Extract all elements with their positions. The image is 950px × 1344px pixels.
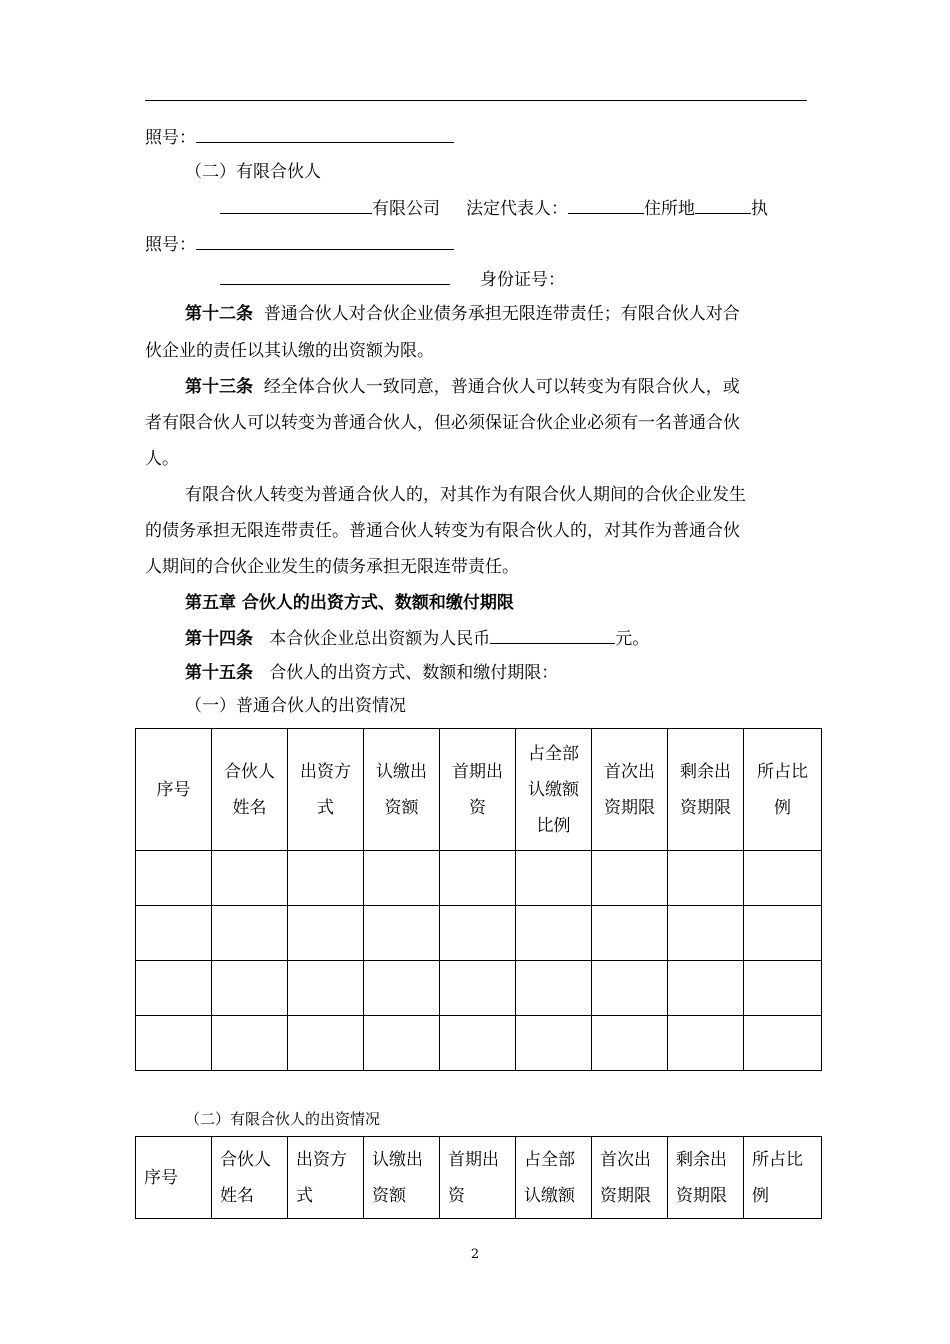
table-header-cell bbox=[136, 1137, 212, 1219]
table-header-cell bbox=[668, 1137, 744, 1219]
header-cell-text: 认缴出 bbox=[376, 761, 427, 782]
header-cell-text: 资 bbox=[469, 797, 486, 818]
company-label: 有限公司 bbox=[372, 199, 440, 219]
table-header-cell bbox=[744, 1137, 822, 1219]
table-cell bbox=[516, 851, 592, 906]
table-header-cell bbox=[288, 729, 364, 851]
table-cell bbox=[440, 906, 516, 961]
header-cell-text: 合伙人 bbox=[220, 1149, 271, 1170]
header-cell-text: 例 bbox=[752, 1185, 769, 1206]
header-cell-text: 资期限 bbox=[604, 797, 655, 818]
table-cell bbox=[668, 851, 744, 906]
table-header-cell bbox=[440, 1137, 516, 1219]
header-cell-text: 式 bbox=[296, 1185, 313, 1206]
table-cell bbox=[212, 961, 288, 1016]
table-cell bbox=[440, 851, 516, 906]
table-cell bbox=[136, 1016, 212, 1071]
table-cell bbox=[744, 851, 822, 906]
table-row bbox=[136, 961, 822, 1016]
header-cell-text: 出资方 bbox=[300, 761, 351, 782]
table-cell bbox=[364, 906, 440, 961]
general-partner-contribution-table bbox=[135, 728, 822, 1071]
table-cell bbox=[212, 851, 288, 906]
legal-rep-label: 法定代表人： bbox=[466, 199, 568, 219]
table-cell bbox=[212, 906, 288, 961]
table-cell bbox=[668, 906, 744, 961]
header-cell-text: 资额 bbox=[372, 1185, 406, 1206]
company-name-blank bbox=[220, 197, 372, 214]
table-cell bbox=[288, 851, 364, 906]
header-cell-text: 剩余出 bbox=[680, 761, 731, 782]
header-cell-text: 认缴额 bbox=[524, 1185, 575, 1206]
table-header-row bbox=[136, 729, 822, 851]
limited-partner-contribution-table bbox=[135, 1136, 822, 1219]
header-cell-text: 占全部 bbox=[528, 743, 579, 764]
table-cell bbox=[592, 851, 668, 906]
total-amount-blank bbox=[490, 627, 615, 644]
article-13-line-2: 者有限合伙人可以转变为普通合伙人，但必须保证合伙企业必须有一名普通合伙 bbox=[145, 413, 740, 433]
address-label: 住所地 bbox=[644, 199, 695, 219]
article-14-title: 第十四条 bbox=[185, 629, 253, 649]
header-cell-text: 出资方 bbox=[296, 1149, 347, 1170]
table-row bbox=[136, 851, 822, 906]
header-cell-text: 认缴出 bbox=[372, 1149, 423, 1170]
company-line bbox=[220, 197, 768, 220]
header-cell-text: 比例 bbox=[536, 815, 571, 836]
table-cell bbox=[364, 1016, 440, 1071]
license-label: 照号： bbox=[145, 128, 196, 148]
top-underline bbox=[145, 100, 807, 101]
header-cell-text: 资额 bbox=[384, 797, 419, 818]
header-cell-text: 序号 bbox=[144, 1167, 178, 1188]
table-cell bbox=[516, 1016, 592, 1071]
header-cell-text: 首期出 bbox=[452, 761, 503, 782]
address-blank bbox=[695, 197, 751, 214]
article-14-line: 第十四条 本合伙企业总出资额为人民币 元。 bbox=[185, 629, 650, 649]
table-header-cell bbox=[440, 729, 516, 851]
header-cell-text: 资期限 bbox=[600, 1185, 651, 1206]
header-cell-text: 所占比 bbox=[757, 761, 808, 782]
table-header-row bbox=[136, 1137, 822, 1219]
table-header-cell bbox=[592, 729, 668, 851]
header-cell-text: 资 bbox=[448, 1185, 465, 1206]
table-cell bbox=[668, 1016, 744, 1071]
limited-partner-heading: （二）有限合伙人 bbox=[185, 162, 321, 182]
table-header-cell bbox=[288, 1137, 364, 1219]
paragraph-conversion-line-3: 人期间的合伙企业发生的债务承担无限连带责任。 bbox=[145, 557, 519, 577]
name-blank bbox=[220, 268, 450, 285]
article-13-line-1: 第十三条 经全体合伙人一致同意，普通合伙人可以转变为有限合伙人，或 bbox=[185, 377, 740, 397]
table-header-cell bbox=[212, 729, 288, 851]
table-cell bbox=[136, 906, 212, 961]
table-cell bbox=[744, 961, 822, 1016]
table-header-cell bbox=[212, 1137, 288, 1219]
paragraph-conversion-line-2: 的债务承担无限连带责任。普通合伙人转变为有限合伙人的，对其作为普通合伙 bbox=[145, 521, 740, 541]
header-cell-text: 所占比 bbox=[752, 1149, 803, 1170]
table-cell bbox=[592, 961, 668, 1016]
general-partner-contribution-heading: （一）普通合伙人的出资情况 bbox=[185, 696, 406, 716]
page-number: 2 bbox=[470, 1247, 480, 1262]
header-cell-text: 姓名 bbox=[232, 797, 267, 818]
table-cell bbox=[668, 961, 744, 1016]
header-cell-text: 首期出 bbox=[448, 1149, 499, 1170]
table-cell bbox=[136, 851, 212, 906]
table-cell bbox=[592, 906, 668, 961]
header-cell-text: 姓名 bbox=[220, 1185, 254, 1206]
table-header-cell bbox=[364, 1137, 440, 1219]
article-12-line-1: 第十二条 普通合伙人对合伙企业债务承担无限连带责任；有限合伙人对合 bbox=[185, 304, 740, 324]
table-row bbox=[136, 1016, 822, 1071]
header-cell-text: 认缴额 bbox=[528, 779, 579, 800]
header-cell-text: 首次出 bbox=[604, 761, 655, 782]
article-13-line-3: 人。 bbox=[145, 449, 179, 469]
table-cell bbox=[364, 851, 440, 906]
header-cell-text: 占全部 bbox=[524, 1149, 575, 1170]
table-cell bbox=[136, 961, 212, 1016]
table-header-cell bbox=[516, 729, 592, 851]
table-cell bbox=[212, 1016, 288, 1071]
table-header-cell bbox=[136, 729, 212, 851]
paragraph-conversion-line-1: 有限合伙人转变为普通合伙人的，对其作为有限合伙人期间的合伙企业发生 bbox=[185, 485, 746, 505]
table-cell bbox=[592, 1016, 668, 1071]
license-line-2 bbox=[145, 233, 454, 256]
header-cell-text: 序号 bbox=[156, 779, 191, 800]
header-cell-text: 资期限 bbox=[680, 797, 731, 818]
limited-partner-contribution-heading: （二）有限合伙人的出资情况 bbox=[185, 1110, 381, 1128]
article-15-line: 第十五条 合伙人的出资方式、数额和缴付期限： bbox=[185, 663, 559, 683]
table-header-cell bbox=[516, 1137, 592, 1219]
license-line-1 bbox=[145, 126, 454, 149]
table-header-cell bbox=[744, 729, 822, 851]
table-cell bbox=[288, 961, 364, 1016]
license-blank bbox=[196, 233, 454, 250]
table-cell bbox=[744, 906, 822, 961]
header-cell-text: 例 bbox=[774, 797, 791, 818]
header-cell-text: 资期限 bbox=[676, 1185, 727, 1206]
chapter-5-title: 第五章 合伙人的出资方式、数额和缴付期限 bbox=[185, 593, 514, 613]
table-cell bbox=[288, 906, 364, 961]
table-cell bbox=[516, 961, 592, 1016]
table-header-cell bbox=[592, 1137, 668, 1219]
article-13-title: 第十三条 bbox=[185, 377, 253, 397]
license-blank bbox=[196, 126, 454, 143]
table-header-cell bbox=[364, 729, 440, 851]
table-cell bbox=[440, 961, 516, 1016]
table-header-cell bbox=[668, 729, 744, 851]
table-cell bbox=[440, 1016, 516, 1071]
legal-rep-blank bbox=[568, 197, 644, 214]
header-cell-text: 首次出 bbox=[600, 1149, 651, 1170]
table-cell bbox=[364, 961, 440, 1016]
exec-label: 执 bbox=[751, 199, 768, 219]
table-cell bbox=[288, 1016, 364, 1071]
header-cell-text: 式 bbox=[317, 797, 334, 818]
id-label: 身份证号： bbox=[480, 270, 565, 290]
table-cell bbox=[516, 906, 592, 961]
header-cell-text: 剩余出 bbox=[676, 1149, 727, 1170]
license-label: 照号： bbox=[145, 235, 196, 255]
article-15-title: 第十五条 bbox=[185, 663, 253, 683]
header-cell-text: 合伙人 bbox=[224, 761, 275, 782]
article-12-line-2: 伙企业的责任以其认缴的出资额为限。 bbox=[145, 341, 434, 361]
id-line bbox=[220, 268, 565, 291]
article-12-title: 第十二条 bbox=[185, 304, 253, 324]
table-cell bbox=[744, 1016, 822, 1071]
table-row bbox=[136, 906, 822, 961]
